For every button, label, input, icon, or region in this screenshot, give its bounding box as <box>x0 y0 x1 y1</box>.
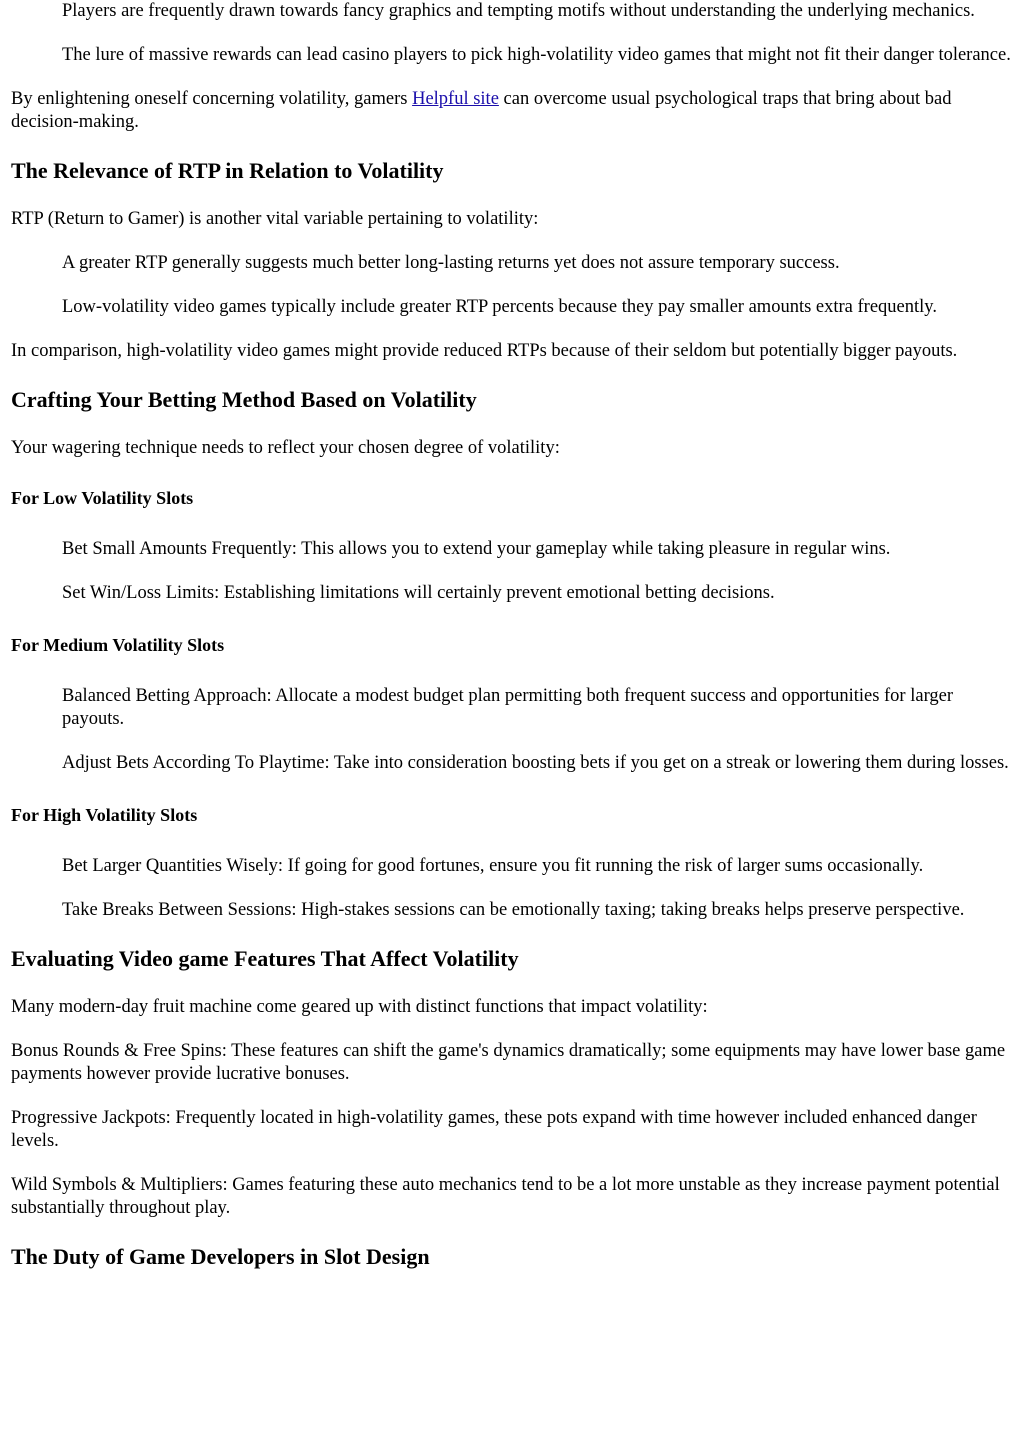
intro-list <box>11 0 1012 67</box>
rtp-closing: In comparison, high-volatility video games might provide reduced RTPs because of their seldom but potentially bigger payouts. <box>11 341 958 361</box>
list-item: Wild Symbols & Multipliers: Games featuring these auto mechanics tend to be a lot more unstable as they increase payment potential substantially throughout play. <box>11 1175 1000 1218</box>
list-item: Bet Small Amounts Frequently: This allows you to extend your gameplay while taking pleasure in regular wins. <box>62 539 891 559</box>
list-item: Players are frequently drawn towards fancy graphics and tempting motifs without understanding the underlying mechanics. <box>62 1 975 21</box>
low-volatility-heading: For Low Volatility Slots <box>11 488 194 508</box>
medium-volatility-heading: For Medium Volatility Slots <box>11 635 225 655</box>
rtp-heading: The Relevance of RTP in Relation to Volatility <box>11 158 444 183</box>
rtp-intro: RTP (Return to Gamer) is another vital variable pertaining to volatility: <box>11 209 539 229</box>
features-intro: Many modern-day fruit machine come geared up with distinct functions that impact volatility: <box>11 997 708 1017</box>
helpful-site-link[interactable]: Helpful site <box>412 89 499 109</box>
list-item: Low-volatility video games typically include greater RTP percents because they pay smaller amounts extra frequently. <box>62 297 937 317</box>
developers-heading: The Duty of Game Developers in Slot Design <box>11 1244 430 1269</box>
list-item: Adjust Bets According To Playtime: Take into consideration boosting bets if you get on a streak or lowering them during losses. <box>62 753 1009 773</box>
list-item: A greater RTP generally suggests much better long-lasting returns yet does not assure temporary success. <box>62 253 840 273</box>
paragraph-text: can overcome usual psychological traps that bring about bad decision-making. <box>11 89 952 132</box>
list-item: Balanced Betting Approach: Allocate a modest budget plan permitting both frequent success and opportunities for larger payouts. <box>62 686 954 729</box>
list-item: The lure of massive rewards can lead casino players to pick high-volatility video games that might not fit their danger tolerance. <box>62 45 1011 65</box>
betting-heading: Crafting Your Betting Method Based on Volatility <box>11 387 477 412</box>
high-volatility-heading: For High Volatility Slots <box>11 805 198 825</box>
list-item: Take Breaks Between Sessions: High-stakes sessions can be emotionally taxing; taking breaks helps preserve perspective. <box>62 900 965 920</box>
enlighten-paragraph <box>11 88 1012 134</box>
list-item: Progressive Jackpots: Frequently located in high-volatility games, these pots expand with time however included enhanced danger levels. <box>11 1108 977 1151</box>
list-item: Bet Larger Quantities Wisely: If going for good fortunes, ensure you fit running the risk of larger sums occasionally. <box>62 856 924 876</box>
list-item: Bonus Rounds & Free Spins: These features can shift the game's dynamics dramatically; some equipments may have lower base game payments however provide lucrative bonuses. <box>11 1041 1006 1084</box>
features-heading: Evaluating Video game Features That Affect Volatility <box>11 946 519 971</box>
paragraph-text: By enlightening oneself concerning volatility, gamers <box>11 89 413 109</box>
list-item: Set Win/Loss Limits: Establishing limitations will certainly prevent emotional betting decisions. <box>62 583 775 603</box>
betting-intro: Your wagering technique needs to reflect your chosen degree of volatility: <box>11 438 560 458</box>
